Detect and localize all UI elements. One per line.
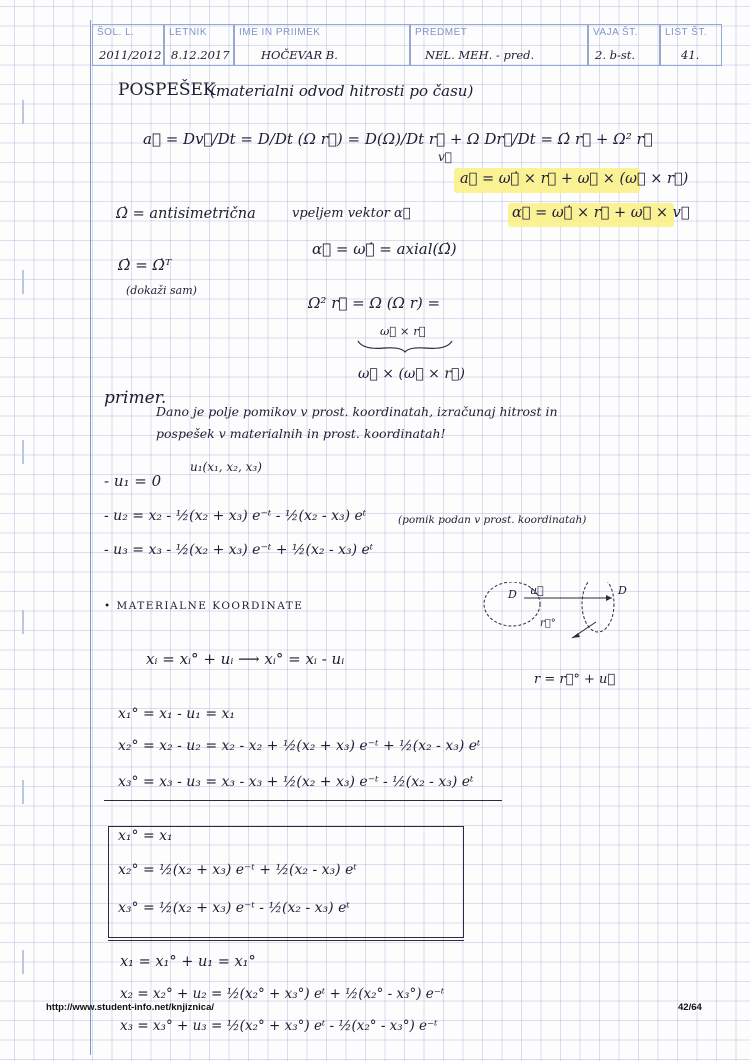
fig-label-u: u⃗ [530,584,544,597]
divider [104,800,502,801]
header-value: 2011/2012 [99,48,162,62]
equation-omega-result: ω⃗ × (ω⃗ × r⃗) [358,366,465,382]
fig-label-right: D [618,584,627,597]
u-note: u₁(x₁, x₂, x₃) [190,460,262,474]
header-label: ŠOL. L. [97,27,135,38]
section-material-coords: • MATERIALNE KOORDINATE [104,600,304,612]
divider [108,940,464,941]
header-label: LETNIK [169,27,208,38]
equation-x20: x₂° = x₂ - u₂ = x₂ - x₂ + ½(x₂ + x₃) e⁻ᵗ + ½(x₂ - x₃) eᵗ [118,738,481,754]
header-field-sheet [660,24,722,66]
u2-note: (pomik podan v prost. koordinatah) [398,514,587,526]
equation-alpha: α⃗ = ω⃗̇ = axial(Ω̇) [312,240,457,258]
section-title: POSPEŠEK [118,80,216,100]
box2-line: x₃ = x₃° + u₃ = ½(x₂° + x₃°) eᵗ - ½(x₂° - x₃°) e⁻ᵗ [120,1018,438,1034]
equation-subnote: v⃗ [438,150,452,164]
underbrace [355,338,455,354]
header-label: VAJA ŠT. [593,27,638,38]
header-value: HOČEVAR B. [261,48,338,62]
body-outline-right [582,582,614,632]
equation-u1: - u₁ = 0 [104,472,162,490]
header-value: NEL. MEH. - pred. [425,48,535,62]
margin-mark [22,100,24,124]
box1-line: x₁° = x₁ [118,828,173,844]
fig-label-r0: r⃗° [540,618,556,629]
header-field-subject [410,24,588,66]
header-label: LIST ŠT. [665,27,708,38]
task-text: Dano je polje pomikov v prost. koordinatah, izračunaj hitrost in [156,404,558,419]
equation-highlighted-2: α⃗ = ω⃗̇ × r⃗ + ω⃗ × v⃗ [512,205,690,221]
header-field-school-year [92,24,164,66]
equation-x10: x₁° = x₁ - u₁ = x₁ [118,706,236,722]
equation-u3: - u₃ = x₃ - ½(x₂ + x₃) e⁻ᵗ + ½(x₂ - x₃) eᵗ [104,542,374,558]
equation-omega-dot: Ω̇ = antisimetrična [116,206,256,222]
equation-omega-transpose: Ω̇ = Ω̇ᵀ [118,256,172,274]
margin-mark [22,780,24,804]
header-field-exercise [588,24,660,66]
header-label: PREDMET [415,27,468,38]
margin-mark [22,440,24,464]
equation-acceleration: a⃗ = Dv⃗/Dt = D/Dt (Ω r⃗) = D(Ω)/Dt r⃗ + Ω Dr⃗/Dt = Ω̇ r⃗ + Ω² r⃗ [143,130,653,148]
equation-omega-squared: Ω² r⃗ = Ω (Ω r) = [308,294,441,312]
proof-note: (dokaži sam) [126,284,197,297]
header-field-year [164,24,234,66]
task-text: pospešek v materialnih in prost. koordinatah! [156,426,446,441]
arrowhead [606,595,612,601]
equation-u2: - u₂ = x₂ - ½(x₂ + x₃) e⁻ᵗ - ½(x₂ - x₃) eᵗ [104,508,367,524]
displacement-figure [468,582,628,647]
box1-line: x₂° = ½(x₂ + x₃) e⁻ᵗ + ½(x₂ - x₃) eᵗ [118,862,357,878]
header-value: 8.12.2017 [171,48,230,62]
margin-mark [22,610,24,634]
box2-line: x₂ = x₂° + u₂ = ½(x₂° + x₃°) eᵗ + ½(x₂° - x₃°) e⁻ᵗ [120,986,445,1002]
box2-line: x₁ = x₁° + u₁ = x₁° [120,954,256,970]
footer-url[interactable]: http://www.student-info.net/knjiznica/ [46,1002,214,1013]
header-value: 41. [681,48,700,62]
header-value: 2. b-st. [595,48,636,62]
equation-underbrace-label: ω⃗ × r⃗ [380,324,426,338]
margin-line [90,20,91,1055]
title-note: (materialni odvod hitrosti po času) [210,82,474,100]
header-label: IME IN PRIIMEK [239,27,321,38]
footer-page-number: 42/64 [678,1002,702,1013]
header-field-name [234,24,410,66]
margin-mark [22,270,24,294]
example-heading: primer. [104,388,167,408]
equation-highlighted-1: a⃗ = ω⃗̇ × r⃗ + ω⃗ × (ω⃗ × r⃗) [460,171,689,187]
fig-label-left: D [508,588,517,601]
equation-xi: xᵢ = xᵢ° + uᵢ ⟶ xᵢ° = xᵢ - uᵢ [146,650,345,668]
margin-mark [22,950,24,974]
box1-line: x₃° = ½(x₂ + x₃) e⁻ᵗ - ½(x₂ - x₃) eᵗ [118,900,350,916]
equation-x30: x₃° = x₃ - u₃ = x₃ - x₃ + ½(x₂ + x₃) e⁻ᵗ - ½(x₂ - x₃) eᵗ [118,774,474,790]
fig-equation-r: r = r⃗° + u⃗ [534,672,616,687]
vpeljem-text: vpeljem vektor α⃗ [292,206,411,221]
